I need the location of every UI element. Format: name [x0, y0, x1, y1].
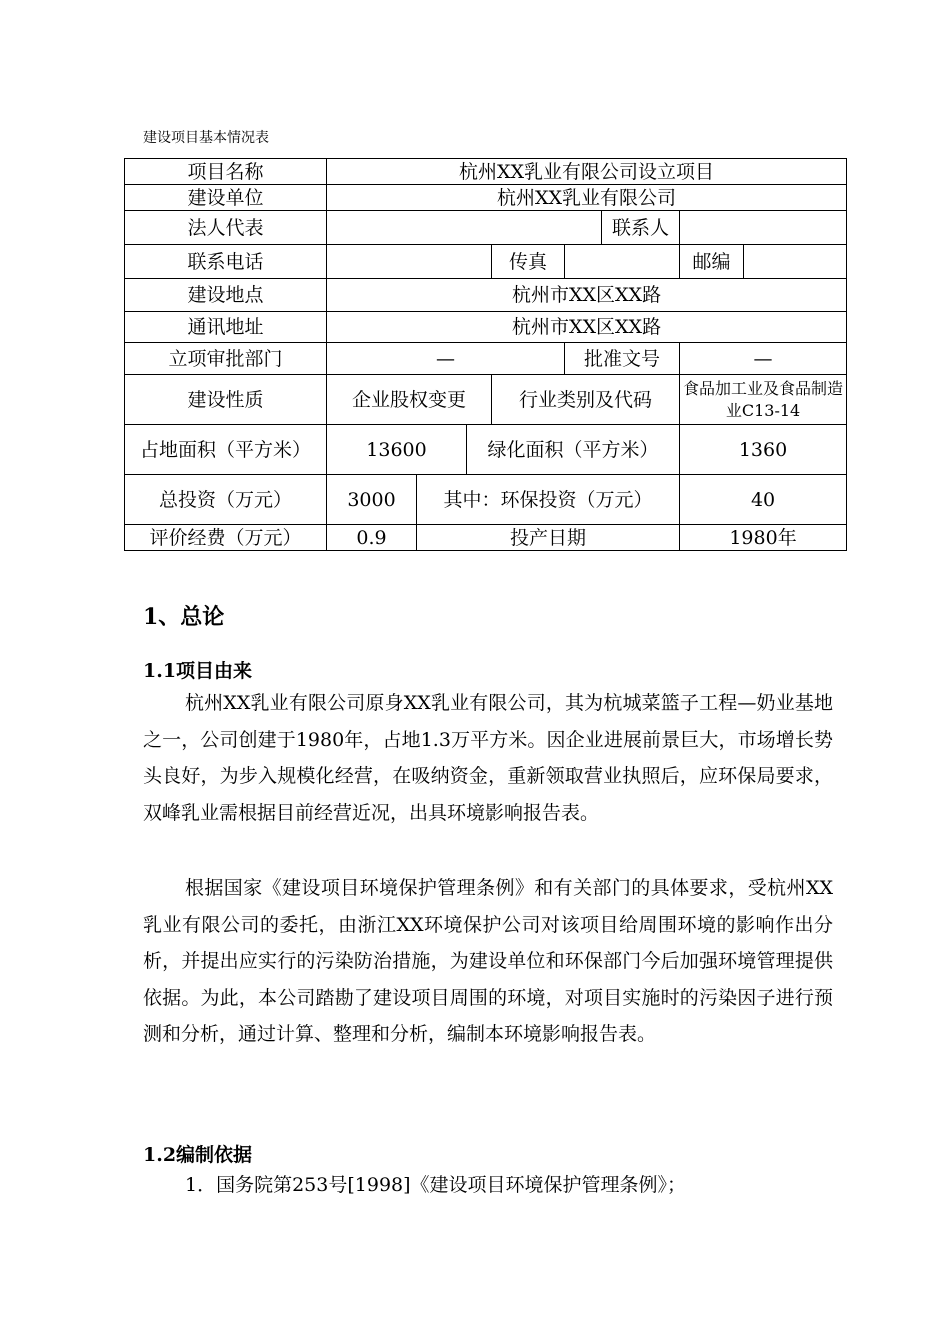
invest-value: 3000 [327, 475, 417, 525]
site-label: 建设地点 [125, 279, 327, 312]
paragraph-2: 根据国家《建设项目环境保护管理条例》和有关部门的具体要求，受杭州XX乳业有限公司的委托，由浙江XX环境保护公司对该项目给周围环境的影响作出分析，并提出应实行的污染防治措施，为建设单位和环保部门今后加强环境管理提供依据。为此，本公司踏勘了建设项目周围的环境，对项目实施时的污染因子进行预测和分析，通过计算、整理和分析，编制本环境影响报告表。 [143, 877, 833, 1046]
postcode-label: 邮编 [680, 245, 744, 279]
postcode-value [744, 245, 847, 279]
eval-fee-label: 评价经费（万元） [125, 525, 327, 551]
legal-rep-value [327, 211, 602, 245]
paragraph-1: 杭州XX乳业有限公司原身XX乳业有限公司，其为杭城菜篮子工程—奶业基地之一，公司创建于1980年，占地1.3万平方米。因企业进展前景巨大，市场增长势头良好，为步入规模化经营，在吸纳资金，重新领取营业执照后，应环保局要求，双峰乳业需根据目前经营近况，出具环境影响报告表。 [143, 692, 833, 824]
prod-date-label: 投产日期 [417, 525, 680, 551]
approval-dept-value: — [327, 343, 565, 375]
invest-label: 总投资（万元） [125, 475, 327, 525]
green-label: 绿化面积（平方米） [467, 425, 680, 475]
fax-label: 传真 [492, 245, 565, 279]
fax-value [565, 245, 680, 279]
industry-value: 食品加工业及食品制造业C13-14 [680, 375, 847, 425]
reference-item-1: 1．国务院第253号[1998]《建设项目环境保护管理条例》； [185, 1174, 687, 1196]
approval-dept-label: 立项审批部门 [125, 343, 327, 375]
contact-value [680, 211, 847, 245]
mail-label: 通讯地址 [125, 312, 327, 343]
area-label: 占地面积（平方米） [125, 425, 327, 475]
table-caption: 建设项目基本情况表 [143, 130, 269, 146]
nature-label: 建设性质 [125, 375, 327, 425]
phone-label: 联系电话 [125, 245, 327, 279]
env-invest-value: 40 [680, 475, 847, 525]
industry-label: 行业类别及代码 [492, 375, 680, 425]
approval-no-value: — [680, 343, 847, 375]
legal-rep-label: 法人代表 [125, 211, 327, 245]
section-1-1-title: 1.1项目由来 [143, 660, 253, 682]
site-value: 杭州市XX区XX路 [327, 279, 847, 312]
mail-value: 杭州市XX区XX路 [327, 312, 847, 343]
eval-fee-value: 0.9 [327, 525, 417, 551]
section-1-title: 1、总论 [143, 604, 225, 630]
area-value: 13600 [327, 425, 467, 475]
builder-label: 建设单位 [125, 185, 327, 211]
contact-label: 联系人 [602, 211, 680, 245]
prod-date-value: 1980年 [680, 525, 847, 551]
phone-value [327, 245, 492, 279]
project-name-label: 项目名称 [125, 159, 327, 185]
project-info-table [124, 158, 847, 551]
approval-no-label: 批准文号 [565, 343, 680, 375]
section-1-2-title: 1.2编制依据 [143, 1144, 253, 1166]
green-value: 1360 [680, 425, 847, 475]
nature-value: 企业股权变更 [327, 375, 492, 425]
env-invest-label: 其中：环保投资（万元） [417, 475, 680, 525]
project-name-value: 杭州XX乳业有限公司设立项目 [327, 159, 847, 185]
builder-value: 杭州XX乳业有限公司 [327, 185, 847, 211]
